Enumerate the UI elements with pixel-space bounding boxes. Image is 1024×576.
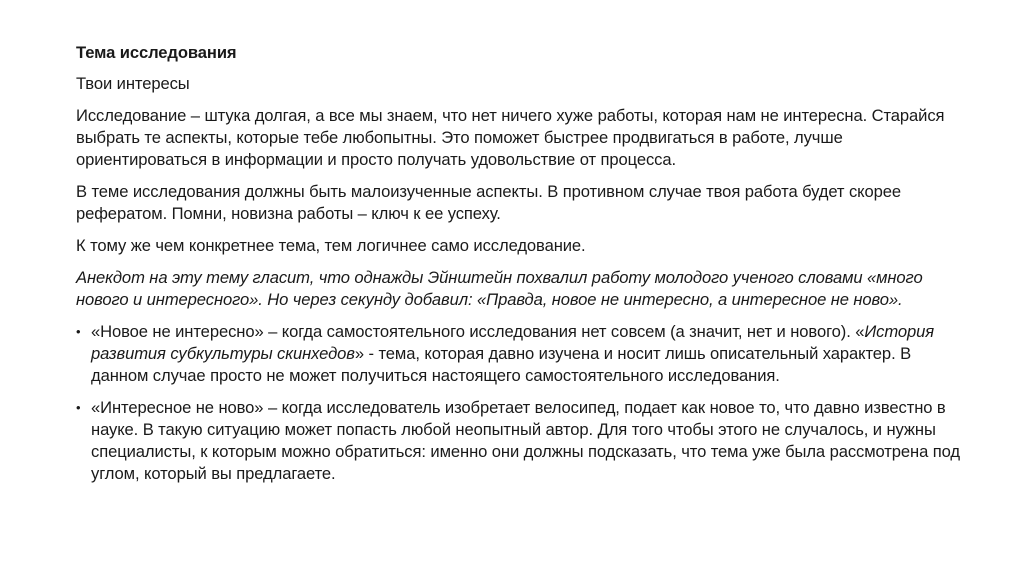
bullet-icon: • bbox=[76, 324, 81, 339]
bullet-text-part: «Новое не интересно» – когда самостоятельного исследования нет совсем (а значит, нет и нового). « bbox=[91, 322, 865, 341]
bullet-list bbox=[76, 321, 964, 485]
bullet-item-new-not-interesting bbox=[76, 321, 964, 387]
paragraph-interest: Исследование – штука долгая, а все мы знаем, что нет ничего хуже работы, которая нам не интересна. Старайся выбрать те аспекты, которые тебе любопытны. Это поможет быстрее продвигаться в работе, лучше ориентироваться в информации и просто получать удовольствие от процесса. bbox=[76, 106, 945, 169]
paragraph-concreteness: К тому же чем конкретнее тема, тем логичнее само исследование. bbox=[76, 236, 586, 255]
anecdote-paragraph: Анекдот на эту тему гласит, что однажды Эйнштейн похвалил работу молодого ученого словами «много нового и интересного». Но через секунду добавил: «Правда, новое не интересно, а интересное не ново». bbox=[76, 268, 923, 309]
bullet-text-part: «Интересное не ново» – когда исследователь изобретает велосипед, подает как новое то, что давно известно в науке. В такую ситуацию может попасть любой неопытный автор. Для того чтобы этого не случалось, и нужны специалисты, к которым можно обратиться: именно они должны подсказать, что тема уже была рассмотрена под углом, который вы предлагаете. bbox=[91, 398, 960, 483]
slide-title: Тема исследования bbox=[76, 43, 237, 62]
bullet-italic-topic: История развития субкультуры скинхедов bbox=[91, 322, 935, 363]
paragraph-novelty: В теме исследования должны быть малоизученные аспекты. В противном случае твоя работа будет скорее рефератом. Помни, новизна работы – ключ к ее успеху. bbox=[76, 182, 901, 223]
bullet-text-part: » - тема, которая давно изучена и носит лишь описательный характер. В данном случае просто не может получиться настоящего самостоятельного исследования. bbox=[91, 344, 912, 385]
bullet-icon: • bbox=[76, 400, 81, 415]
bullet-item-interesting-not-new bbox=[76, 397, 964, 485]
slide-subtitle: Твои интересы bbox=[76, 74, 190, 93]
